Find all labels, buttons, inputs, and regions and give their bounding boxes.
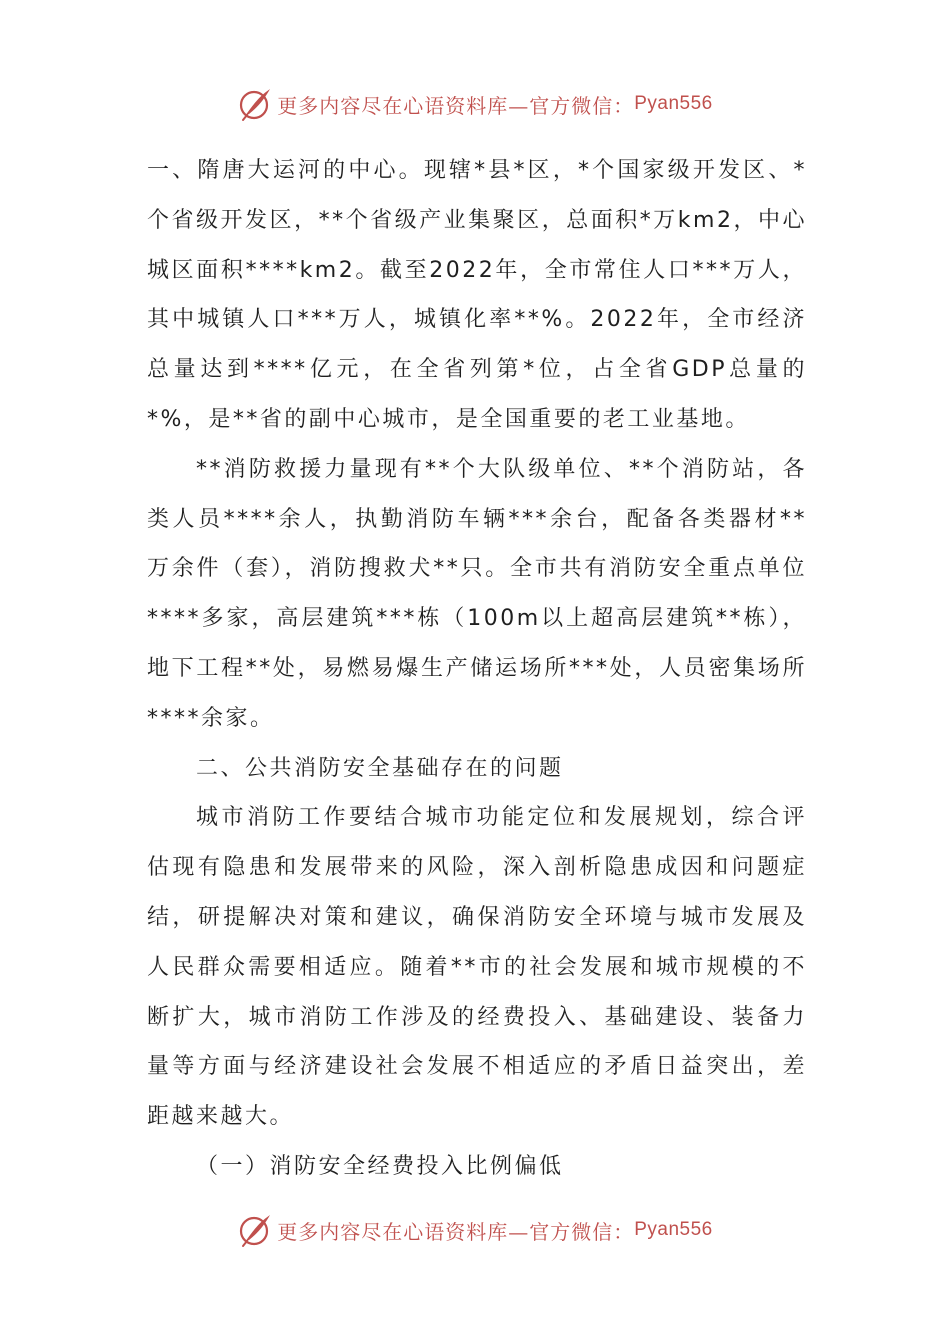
watermark-wechat-id: Pyan556	[634, 1219, 713, 1240]
subsection-heading-1: （一）消防安全经费投入比例偏低	[196, 1153, 564, 1179]
watermark-wechat-id: Pyan556	[634, 93, 713, 114]
watermark-text: 更多内容尽在心语资料库—官方微信：	[277, 1219, 635, 1244]
document-body	[147, 146, 807, 1192]
section-heading-2: 二、公共消防安全基础存在的问题	[196, 755, 564, 781]
quill-pen-icon	[237, 1212, 273, 1248]
header-watermark	[0, 84, 950, 124]
paragraph-3: 城市消防工作要结合城市功能定位和发展规划，综合评估现有隐患和发展带来的风险，深入剖析隐患成因和问题症结，研提解决对策和建议，确保消防安全环境与城市发展及人民群众需要相适应。随着**市的社会发展和城市规模的不断扩大，城市消防工作涉及的经费投入、基础建设、装备力量等方面与经济建设社会发展不相适应的矛盾日益突出，差距越来越大。	[147, 805, 807, 1130]
watermark-text: 更多内容尽在心语资料库—官方微信：	[277, 93, 635, 118]
paragraph-2: **消防救援力量现有**个大队级单位、**个消防站，各类人员****余人，执勤消防车辆***余台，配备各类器材**万余件（套），消防搜救犬**只。全市共有消防安全重点单位****多家，高层建筑***栋（100m以上超高层建筑**栋），地下工程**处，易燃易爆生产储运场所***处，人员密集场所****余家。	[147, 456, 807, 731]
footer-watermark	[0, 1210, 950, 1250]
paragraph-1: 一、隋唐大运河的中心。现辖*县*区，*个国家级开发区、*个省级开发区，**个省级产业集聚区，总面积*万km2，中心城区面积****km2。截至2022年，全市常住人口***万人，其中城镇人口***万人，城镇化率**%。2022年，全市经济总量达到****亿元，在全省列第*位，占全省GDP总量的*%，是**省的副中心城市，是全国重要的老工业基地。	[147, 158, 807, 432]
quill-pen-icon	[237, 86, 273, 122]
